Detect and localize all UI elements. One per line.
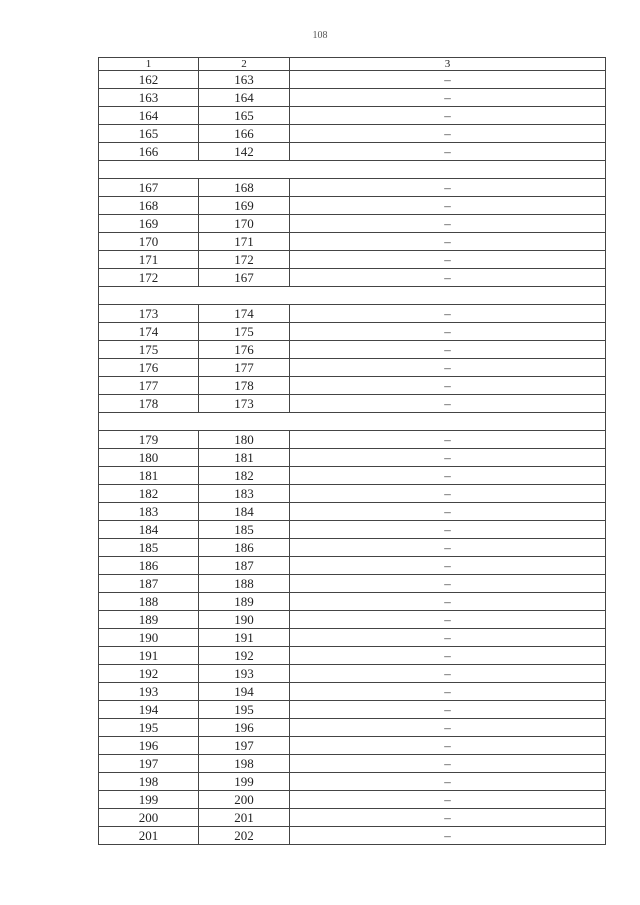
table-cell-col-2: 185 [199,521,290,539]
table-cell-col-2: 172 [199,251,290,269]
group-separator-cell [99,287,606,305]
table-cell-col-2: 198 [199,755,290,773]
table-cell-col-1: 192 [99,665,199,683]
table-row [99,503,606,521]
table-cell-col-2: 142 [199,143,290,161]
table-cell-col-1: 179 [99,431,199,449]
table-cell-col-2: 189 [199,593,290,611]
table-cell-col-1: 173 [99,305,199,323]
table-cell-col-3: – [290,719,606,737]
table-cell-col-2: 191 [199,629,290,647]
table-row [99,89,606,107]
table-cell-col-3: – [290,611,606,629]
table-cell-col-1: 170 [99,233,199,251]
table-cell-col-3: – [290,773,606,791]
table-cell-col-1: 174 [99,323,199,341]
table-cell-col-1: 189 [99,611,199,629]
table-cell-col-3: – [290,251,606,269]
table-cell-col-2: 165 [199,107,290,125]
table-row [99,215,606,233]
table-cell-col-3: – [290,683,606,701]
table-cell-col-3: – [290,269,606,287]
table-cell-col-1: 176 [99,359,199,377]
table-row [99,467,606,485]
table-row [99,341,606,359]
table-body [99,71,606,845]
table-cell-col-3: – [290,557,606,575]
table-row [99,359,606,377]
group-separator-row [99,161,606,179]
table-cell-col-3: – [290,89,606,107]
table-cell-col-1: 164 [99,107,199,125]
table-cell-col-3: – [290,125,606,143]
table-cell-col-1: 178 [99,395,199,413]
table-cell-col-2: 177 [199,359,290,377]
table-cell-col-1: 171 [99,251,199,269]
table-cell-col-2: 195 [199,701,290,719]
table-row [99,629,606,647]
table-row [99,593,606,611]
table-header [99,58,606,71]
table-cell-col-3: – [290,215,606,233]
table-row [99,539,606,557]
table-cell-col-2: 182 [199,467,290,485]
table-row [99,269,606,287]
table-cell-col-1: 168 [99,197,199,215]
group-separator-row [99,413,606,431]
table-cell-col-3: – [290,521,606,539]
table-row [99,449,606,467]
table-cell-col-3: – [290,701,606,719]
table-row [99,305,606,323]
table-row [99,107,606,125]
table-cell-col-1: 183 [99,503,199,521]
table-cell-col-2: 166 [199,125,290,143]
table-cell-col-2: 199 [199,773,290,791]
table-cell-col-2: 169 [199,197,290,215]
table-row [99,251,606,269]
table-cell-col-1: 199 [99,791,199,809]
table-row [99,395,606,413]
table-cell-col-1: 166 [99,143,199,161]
table-cell-col-1: 200 [99,809,199,827]
table-cell-col-1: 194 [99,701,199,719]
table-cell-col-3: – [290,233,606,251]
table-cell-col-1: 181 [99,467,199,485]
table-cell-col-1: 184 [99,521,199,539]
table-cell-col-1: 190 [99,629,199,647]
table-cell-col-2: 170 [199,215,290,233]
data-table [98,57,606,845]
table-row [99,557,606,575]
table-cell-col-1: 195 [99,719,199,737]
table-row [99,737,606,755]
table-cell-col-2: 194 [199,683,290,701]
table-cell-col-2: 196 [199,719,290,737]
table-cell-col-2: 187 [199,557,290,575]
table-cell-col-1: 182 [99,485,199,503]
table-row [99,377,606,395]
table-row [99,647,606,665]
table-row [99,521,606,539]
table-cell-col-1: 191 [99,647,199,665]
page-number: 108 [312,30,328,41]
table-row [99,197,606,215]
table-cell-col-2: 193 [199,665,290,683]
table-cell-col-3: – [290,575,606,593]
table-cell-col-1: 196 [99,737,199,755]
column-header-3: 3 [290,58,606,71]
table-row [99,143,606,161]
group-separator-cell [99,413,606,431]
table-cell-col-3: – [290,737,606,755]
table-cell-col-2: 183 [199,485,290,503]
table-row [99,719,606,737]
table-cell-col-3: – [290,755,606,773]
table-cell-col-3: – [290,449,606,467]
table-cell-col-2: 174 [199,305,290,323]
column-header-1: 1 [99,58,199,71]
table-cell-col-1: 172 [99,269,199,287]
table-cell-col-1: 180 [99,449,199,467]
table-cell-col-2: 175 [199,323,290,341]
column-header-2: 2 [199,58,290,71]
table-row [99,323,606,341]
table-cell-col-3: – [290,827,606,845]
table-cell-col-3: – [290,71,606,89]
table-cell-col-3: – [290,143,606,161]
table-cell-col-2: 167 [199,269,290,287]
table-row [99,125,606,143]
table-cell-col-2: 178 [199,377,290,395]
table-cell-col-1: 198 [99,773,199,791]
table-cell-col-3: – [290,503,606,521]
table-cell-col-3: – [290,539,606,557]
table-cell-col-1: 188 [99,593,199,611]
table-cell-col-2: 171 [199,233,290,251]
table-cell-col-2: 188 [199,575,290,593]
table-cell-col-3: – [290,305,606,323]
header-row [99,58,606,71]
table-cell-col-3: – [290,341,606,359]
group-separator-row [99,287,606,305]
table-cell-col-2: 176 [199,341,290,359]
table-cell-col-2: 164 [199,89,290,107]
table-cell-col-3: – [290,593,606,611]
table-row [99,701,606,719]
table-cell-col-1: 169 [99,215,199,233]
table-row [99,809,606,827]
table-row [99,791,606,809]
table-cell-col-3: – [290,107,606,125]
table-cell-col-3: – [290,179,606,197]
table-cell-col-3: – [290,197,606,215]
table-cell-col-2: 173 [199,395,290,413]
table-cell-col-3: – [290,485,606,503]
table-row [99,71,606,89]
table-row [99,683,606,701]
table-cell-col-1: 165 [99,125,199,143]
table-cell-col-2: 202 [199,827,290,845]
table-cell-col-2: 201 [199,809,290,827]
table-row [99,827,606,845]
table-cell-col-2: 168 [199,179,290,197]
table-cell-col-1: 163 [99,89,199,107]
table-cell-col-2: 200 [199,791,290,809]
table-cell-col-1: 167 [99,179,199,197]
table-cell-col-1: 193 [99,683,199,701]
table-cell-col-1: 201 [99,827,199,845]
group-separator-cell [99,161,606,179]
table-cell-col-1: 185 [99,539,199,557]
table-cell-col-2: 184 [199,503,290,521]
table-cell-col-3: – [290,395,606,413]
table-cell-col-3: – [290,665,606,683]
table-row [99,755,606,773]
table-cell-col-1: 187 [99,575,199,593]
table-cell-col-2: 181 [199,449,290,467]
table-row [99,665,606,683]
table-row [99,485,606,503]
table-cell-col-3: – [290,359,606,377]
table-cell-col-3: – [290,431,606,449]
table-cell-col-1: 175 [99,341,199,359]
table-cell-col-2: 190 [199,611,290,629]
table-cell-col-1: 197 [99,755,199,773]
table-cell-col-1: 177 [99,377,199,395]
table-cell-col-3: – [290,467,606,485]
table-cell-col-1: 186 [99,557,199,575]
table-row [99,179,606,197]
table-row [99,611,606,629]
table-cell-col-3: – [290,791,606,809]
table-row [99,431,606,449]
table-cell-col-3: – [290,323,606,341]
table-row [99,575,606,593]
table-cell-col-3: – [290,377,606,395]
table-cell-col-1: 162 [99,71,199,89]
table-cell-col-3: – [290,809,606,827]
table-row [99,773,606,791]
table-cell-col-3: – [290,629,606,647]
table-row [99,233,606,251]
table-cell-col-3: – [290,647,606,665]
table-cell-col-2: 192 [199,647,290,665]
table-cell-col-2: 197 [199,737,290,755]
table-cell-col-2: 186 [199,539,290,557]
table-cell-col-2: 180 [199,431,290,449]
table-cell-col-2: 163 [199,71,290,89]
